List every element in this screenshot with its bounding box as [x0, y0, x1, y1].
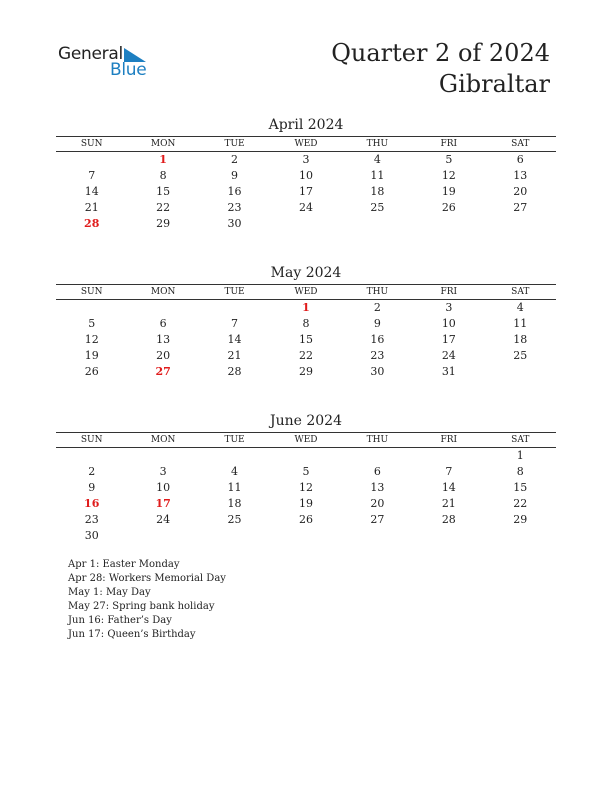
- day-cell: 13: [370, 481, 385, 494]
- empty-cell: [56, 448, 127, 465]
- day-cell: 28: [84, 217, 100, 230]
- day-cell: 20: [370, 497, 385, 510]
- weekday-header: WED: [270, 137, 341, 152]
- day-cell: 24: [441, 349, 456, 362]
- week-row: [56, 152, 556, 169]
- day-cell: 27: [370, 513, 385, 526]
- day-cell: 2: [373, 301, 381, 314]
- empty-cell: [342, 216, 413, 232]
- empty-cell: [342, 448, 413, 465]
- day-cell: 17: [155, 497, 171, 510]
- day-cell: 22: [156, 201, 171, 214]
- day-cell: 26: [84, 365, 99, 378]
- day-cell: 24: [156, 513, 171, 526]
- week-row: [56, 348, 556, 364]
- day-cell: 9: [373, 317, 381, 330]
- day-cell: 8: [159, 169, 167, 182]
- weekday-header: SUN: [56, 285, 127, 300]
- day-cell: 5: [88, 317, 96, 330]
- holiday-note: May 27: Spring bank holiday: [68, 601, 215, 612]
- day-cell: 13: [513, 169, 528, 182]
- day-cell: 28: [441, 513, 456, 526]
- week-row: [56, 200, 556, 216]
- month-title: April 2024: [268, 117, 344, 133]
- day-cell: 19: [84, 349, 99, 362]
- day-cell: 9: [231, 169, 239, 182]
- weekday-header: THU: [342, 137, 413, 152]
- day-cell: 9: [88, 481, 96, 494]
- day-cell: 18: [370, 185, 385, 198]
- day-cell: 22: [298, 349, 313, 362]
- weekday-header: SAT: [485, 137, 556, 152]
- empty-cell: [342, 528, 413, 544]
- weekday-header: TUE: [199, 285, 270, 300]
- week-row: [56, 448, 556, 465]
- day-cell: 31: [441, 365, 456, 378]
- day-cell: 24: [298, 201, 313, 214]
- week-row: [56, 512, 556, 528]
- day-cell: 27: [155, 365, 171, 378]
- day-cell: 13: [156, 333, 171, 346]
- week-row: [56, 364, 556, 380]
- week-row: [56, 316, 556, 332]
- weekday-header: MON: [127, 137, 198, 152]
- empty-cell: [127, 448, 198, 465]
- day-cell: 15: [156, 185, 171, 198]
- day-cell: 4: [231, 465, 239, 478]
- empty-cell: [413, 528, 484, 544]
- month-title: May 2024: [270, 265, 342, 281]
- weekday-header: WED: [270, 285, 341, 300]
- page-title: [331, 38, 550, 100]
- weekday-header: FRI: [413, 433, 484, 448]
- day-cell: 14: [84, 185, 99, 198]
- day-cell: 29: [513, 513, 528, 526]
- week-row: [56, 168, 556, 184]
- day-cell: 6: [516, 153, 524, 166]
- holiday-note: May 1: May Day: [68, 587, 151, 598]
- calendar-grid: [56, 136, 556, 232]
- month-title: June 2024: [269, 413, 342, 429]
- day-cell: 23: [370, 349, 385, 362]
- day-cell: 3: [159, 465, 167, 478]
- generalblue-logo: [58, 44, 168, 84]
- day-cell: 5: [445, 153, 453, 166]
- weekday-header: MON: [127, 285, 198, 300]
- week-row: [56, 332, 556, 348]
- day-cell: 25: [370, 201, 385, 214]
- holiday-note: Apr 1: Easter Monday: [68, 559, 180, 570]
- empty-cell: [199, 448, 270, 465]
- day-cell: 12: [298, 481, 313, 494]
- calendar-grid: [56, 432, 556, 544]
- day-cell: 7: [88, 169, 96, 182]
- day-cell: 4: [373, 153, 381, 166]
- country-title: Gibraltar: [438, 70, 550, 98]
- day-cell: 16: [370, 333, 385, 346]
- weekday-header: MON: [127, 433, 198, 448]
- weekday-header: THU: [342, 433, 413, 448]
- week-row: [56, 300, 556, 317]
- empty-cell: [270, 448, 341, 465]
- day-cell: 7: [445, 465, 453, 478]
- week-row: [56, 464, 556, 480]
- day-cell: 19: [441, 185, 456, 198]
- day-cell: 11: [513, 317, 528, 330]
- empty-cell: [485, 364, 556, 380]
- day-cell: 7: [231, 317, 239, 330]
- day-cell: 25: [227, 513, 242, 526]
- logo-word-general: General: [58, 44, 123, 64]
- day-cell: 19: [298, 497, 313, 510]
- holiday-note: Jun 16: Father’s Day: [68, 615, 172, 626]
- day-cell: 16: [227, 185, 242, 198]
- empty-cell: [485, 216, 556, 232]
- logo-word-blue: Blue: [110, 60, 147, 80]
- day-cell: 8: [516, 465, 524, 478]
- day-cell: 1: [516, 449, 524, 462]
- week-row: [56, 480, 556, 496]
- empty-cell: [199, 300, 270, 317]
- day-cell: 14: [441, 481, 456, 494]
- weekday-header: TUE: [199, 137, 270, 152]
- empty-cell: [127, 528, 198, 544]
- weekday-header: FRI: [413, 285, 484, 300]
- day-cell: 10: [156, 481, 171, 494]
- day-cell: 10: [441, 317, 456, 330]
- day-cell: 26: [298, 513, 313, 526]
- empty-cell: [270, 528, 341, 544]
- weekday-header: SAT: [485, 433, 556, 448]
- empty-cell: [56, 300, 127, 317]
- day-cell: 10: [298, 169, 313, 182]
- day-cell: 1: [302, 301, 310, 314]
- quarter-title: Quarter 2 of 2024: [331, 39, 550, 67]
- holiday-note: Jun 17: Queen’s Birthday: [68, 629, 196, 640]
- day-cell: 26: [441, 201, 456, 214]
- day-cell: 28: [227, 365, 242, 378]
- month-june: [56, 412, 556, 544]
- empty-cell: [413, 216, 484, 232]
- empty-cell: [413, 448, 484, 465]
- empty-cell: [127, 300, 198, 317]
- empty-cell: [199, 528, 270, 544]
- day-cell: 15: [298, 333, 313, 346]
- week-row: [56, 184, 556, 200]
- day-cell: 29: [298, 365, 313, 378]
- day-cell: 12: [84, 333, 99, 346]
- day-cell: 17: [298, 185, 313, 198]
- week-row: [56, 216, 556, 232]
- empty-cell: [485, 528, 556, 544]
- day-cell: 30: [227, 217, 242, 230]
- day-cell: 2: [88, 465, 96, 478]
- weekday-header: FRI: [413, 137, 484, 152]
- day-cell: 23: [227, 201, 242, 214]
- calendar-grid: [56, 284, 556, 380]
- weekday-header: SAT: [485, 285, 556, 300]
- weekday-header: SUN: [56, 137, 127, 152]
- day-cell: 21: [441, 497, 456, 510]
- day-cell: 11: [370, 169, 385, 182]
- day-cell: 6: [373, 465, 381, 478]
- day-cell: 23: [84, 513, 99, 526]
- day-cell: 6: [159, 317, 167, 330]
- day-cell: 18: [513, 333, 528, 346]
- day-cell: 17: [441, 333, 456, 346]
- holiday-list: [68, 558, 226, 642]
- day-cell: 5: [302, 465, 310, 478]
- day-cell: 29: [156, 217, 171, 230]
- day-cell: 20: [156, 349, 171, 362]
- day-cell: 18: [227, 497, 242, 510]
- day-cell: 14: [227, 333, 242, 346]
- day-cell: 16: [84, 497, 100, 510]
- month-april: [56, 116, 556, 232]
- day-cell: 15: [513, 481, 528, 494]
- weekday-header: TUE: [199, 433, 270, 448]
- day-cell: 8: [302, 317, 310, 330]
- day-cell: 11: [227, 481, 242, 494]
- day-cell: 30: [370, 365, 385, 378]
- day-cell: 1: [159, 153, 167, 166]
- week-row: [56, 528, 556, 544]
- day-cell: 12: [441, 169, 456, 182]
- weekday-header: SUN: [56, 433, 127, 448]
- day-cell: 21: [84, 201, 99, 214]
- day-cell: 27: [513, 201, 528, 214]
- day-cell: 3: [302, 153, 310, 166]
- holiday-note: Apr 28: Workers Memorial Day: [68, 573, 226, 584]
- day-cell: 20: [513, 185, 528, 198]
- empty-cell: [270, 216, 341, 232]
- day-cell: 2: [231, 153, 239, 166]
- weekday-header: WED: [270, 433, 341, 448]
- day-cell: 25: [513, 349, 528, 362]
- month-may: [56, 264, 556, 380]
- day-cell: 22: [513, 497, 528, 510]
- day-cell: 21: [227, 349, 242, 362]
- week-row: [56, 496, 556, 512]
- empty-cell: [56, 152, 127, 169]
- day-cell: 3: [445, 301, 453, 314]
- weekday-header: THU: [342, 285, 413, 300]
- day-cell: 30: [84, 529, 99, 542]
- day-cell: 4: [516, 301, 524, 314]
